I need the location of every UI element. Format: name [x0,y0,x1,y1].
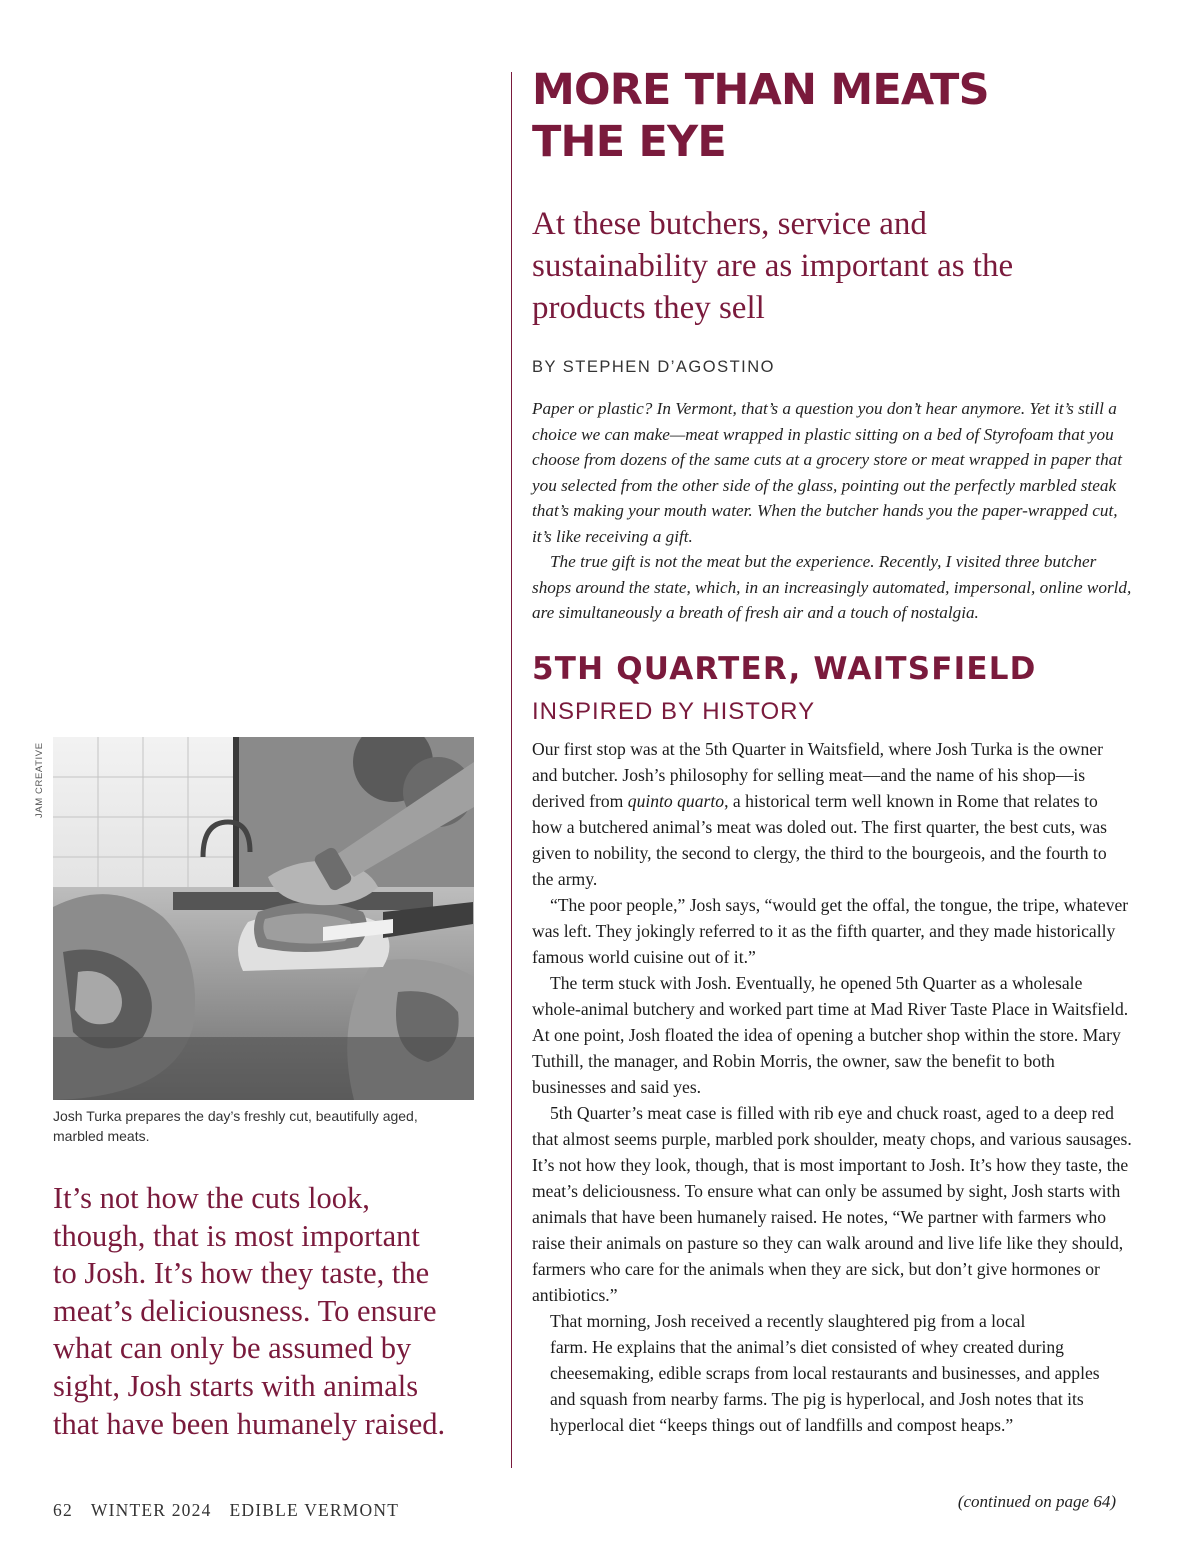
body-italic-term: quinto quarto [627,791,725,811]
article-body [532,736,1132,1438]
dek: At these butchers, service and sustainability are as important as the products they sell [532,206,1014,326]
pull-quote-line: what can only be assumed by [53,1331,412,1366]
section-heading: 5TH QUARTER, WAITSFIELD [532,651,1037,687]
photo-caption: Josh Turka prepares the day’s freshly cut, beautifully aged, marbled meats. [53,1108,418,1144]
pull-quote-line: to Josh. It’s how they taste, the [53,1256,430,1291]
headline-line: THE EYE [532,117,726,167]
butcher-photo [53,737,474,1100]
column-divider [511,72,512,1468]
body-text: , a historical term well known in Rome that relates to how a butchered animal’s meat was doled out. The first quarter, the best cuts, was given to nobility, the second to clergy, the third to the bourgeois, and the fourth to the army. [532,791,1108,889]
body-text: Our first stop was at the 5th Quarter in Waitsfield, where Josh Turka is the owner and butcher. Josh’s philosophy for selling meat—and the name of his shop—is derived from [532,739,1103,811]
continued-note: (continued on page 64) [957,1492,1116,1511]
intro-paragraph: Paper or plastic? In Vermont, that’s a question you don’t hear anymore. Yet it’s still a choice we can make—meat wrapped in plastic sitting on a bed of Styrofoam that you choose from dozens of the same cuts at a grocery store or meat wrapped in paper that you selected from the other side of the glass, pointing out the perfectly marbled steak that’s making your mouth water. When the butcher hands you the paper-wrapped cut, it’s like receiving a gift. [532,399,1123,546]
issue-label: WINTER 2024 [90,1500,212,1520]
intro-paragraph: The true gift is not the meat but the experience. Recently, I visited three butcher shops around the state, which, in an increasingly automated, impersonal, online world, are simultaneously a breath of fresh air and a touch of nostalgia. [532,552,1132,622]
pull-quote [53,1180,493,1443]
body-paragraph [532,736,1132,892]
section-subheading: INSPIRED BY HISTORY [532,698,816,725]
page-folio [53,1500,399,1521]
pull-quote-line: It’s not how the cuts look, [53,1181,370,1215]
pull-quote-line: that have been humanely raised. [53,1406,446,1441]
body-line: farm. He explains that the animal’s diet consisted of whey created during [550,1337,1064,1357]
intro [532,396,1132,626]
pull-quote-line: sight, Josh starts with animals [53,1368,419,1403]
publication-name: EDIBLE VERMONT [229,1500,400,1520]
body-paragraph: 5th Quarter’s meat case is filled with rib eye and chuck roast, aged to a deep red that almost seems purple, marbled pork shoulder, meaty chops, and various sausages. It’s not how they look, though, that is most important to Josh. It’s how they taste, the meat’s deliciousness. To ensure what can only be assumed by sight, Josh starts with animals that have been humanely raised. He notes, “We partner with farmers who raise their animals on pasture so they can walk around and live life like they should, farmers who care for the animals when they are sick, but don’t give hormones or antibiotics.” [532,1103,1132,1305]
body-paragraph: The term stuck with Josh. Eventually, he opened 5th Quarter as a wholesale whole-animal butchery and worked part time at Mad River Taste Place in Waitsfield. At one point, Josh floated the idea of opening a butcher shop within the store. Mary Tuthill, the manager, and Robin Morris, the owner, saw the benefit to both businesses and said yes. [532,973,1129,1097]
body-line: and squash from nearby farms. The pig is hyperlocal, and Josh notes that its [550,1389,1084,1409]
headline [532,64,1132,168]
page-number: 62 [53,1500,73,1520]
headline-line: MORE THAN MEATS [532,65,989,115]
body-line: That morning, Josh received a recently slaughtered pig from a local [550,1311,1026,1331]
body-line: hyperlocal diet “keeps things out of landfills and compost heaps.” [550,1415,1014,1435]
byline: BY STEPHEN D’AGOSTINO [532,358,775,376]
pull-quote-line: meat’s deliciousness. To ensure [53,1293,437,1328]
body-paragraph: “The poor people,” Josh says, “would get the offal, the tongue, the tripe, whatever was left. They jokingly referred to it as the fifth quarter, and they made historically famous world cuisine out of it.” [532,895,1129,967]
butcher-photo-image [53,737,474,1100]
pull-quote-line: though, that is most important [53,1218,420,1253]
article-column [532,64,1132,1511]
body-paragraph [532,1308,1132,1438]
photo-credit: JAM CREATIVE [34,742,45,818]
body-line: cheesemaking, edible scraps from local restaurants and businesses, and apples [550,1363,1100,1383]
